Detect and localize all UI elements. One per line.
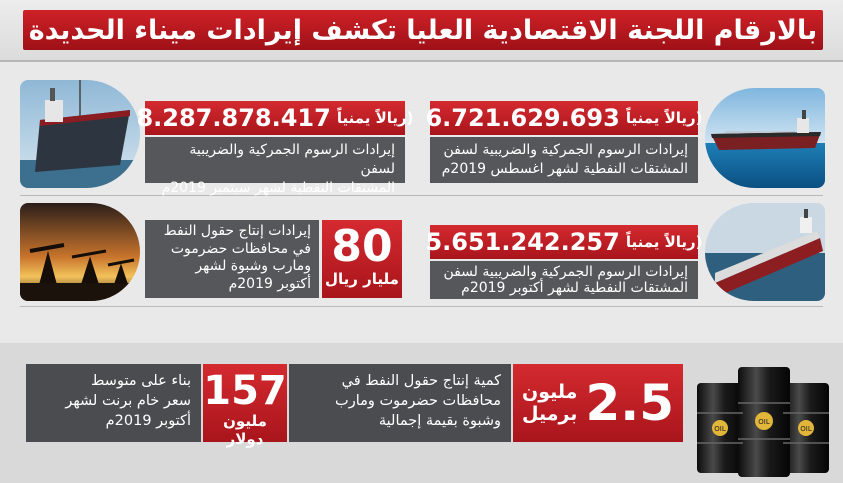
desc-box-october xyxy=(430,261,698,299)
currency-label: (ريالاً يمنياً xyxy=(625,109,703,127)
desc-line: سعر خام برنت لشهر xyxy=(65,393,191,409)
oil-revenue-desc xyxy=(145,220,319,298)
desc-line: إيرادات الرسوم الجمركية والضريبية لسفن xyxy=(443,142,688,158)
desc-line: المشتقات النفطية لشهر سبتمبر 2019م xyxy=(161,180,395,196)
desc-line: ومارب وشبوة لشهر xyxy=(195,258,311,274)
amount-bar-october xyxy=(425,225,703,259)
desc-line: إيرادات الرسوم الجمركية والضريبية لسفن xyxy=(443,264,688,280)
desc-line: في محافظات حضرموت xyxy=(170,240,311,257)
tanker-ship-photo-2 xyxy=(20,80,140,188)
barrel-label: OIL xyxy=(714,425,726,433)
amount-bar-september xyxy=(136,101,414,135)
desc-line: وشبوة بقيمة إجمالية xyxy=(378,413,501,429)
barrels-desc xyxy=(289,364,511,442)
amount-august: 6.721.629.693 xyxy=(425,104,620,132)
desc-line: إيرادات إنتاج حقول النفط xyxy=(163,223,311,239)
oil-revenue-stat xyxy=(322,220,402,298)
barrels-value: 2.5 xyxy=(585,374,675,432)
divider xyxy=(20,306,823,307)
usd-value: 157 xyxy=(203,368,287,414)
barrels-unit-line: مليون xyxy=(522,381,578,403)
tanker-ship-photo-3 xyxy=(705,203,825,301)
barrel-label: OIL xyxy=(800,425,812,433)
desc-box-august xyxy=(430,137,698,183)
desc-line: المشتقات النفطية لشهر اغسطس 2019م xyxy=(441,161,688,177)
desc-line: أكتوبر 2019م xyxy=(228,275,311,292)
desc-line: المشتقات النفطية لشهر أكتوبر 2019م xyxy=(461,280,688,296)
desc-line: كمية إنتاج حقول النفط في xyxy=(341,373,501,389)
amount-october: 5.651.242.257 xyxy=(425,228,620,256)
desc-line: أكتوبر 2019م xyxy=(105,413,191,429)
currency-label: (ريالاً يمنياً xyxy=(336,109,414,127)
oil-barrels-image xyxy=(683,343,843,483)
barrels-stat xyxy=(513,364,683,442)
oil-pumpjacks-photo xyxy=(20,203,140,301)
usd-unit: مليون دولار xyxy=(223,412,267,448)
barrel-label: OIL xyxy=(758,418,770,426)
usd-stat xyxy=(203,364,287,448)
usd-desc xyxy=(26,364,201,442)
barrels-unit xyxy=(522,381,577,425)
desc-line: إيرادات الرسوم الجمركية والضريبية لسفن xyxy=(189,142,395,177)
currency-label: (ريالاً يمنياً xyxy=(625,233,703,251)
oil-revenue-unit: مليار ريال xyxy=(325,270,399,288)
page-title: بالارقام اللجنة الاقتصادية العليا تكشف إيرادات ميناء الحديدة xyxy=(23,10,823,50)
oil-revenue-value: 80 xyxy=(331,221,393,272)
divider xyxy=(20,195,823,196)
desc-box-september xyxy=(145,137,405,196)
tanker-ship-photo-1 xyxy=(705,88,825,188)
amount-bar-august xyxy=(425,101,703,135)
desc-line: محافظات حضرموت ومارب xyxy=(335,393,501,409)
barrels-unit-line: برميل xyxy=(522,403,578,425)
desc-line: بناء على متوسط xyxy=(91,373,191,389)
amount-september: 8.287.878.417 xyxy=(136,104,331,132)
